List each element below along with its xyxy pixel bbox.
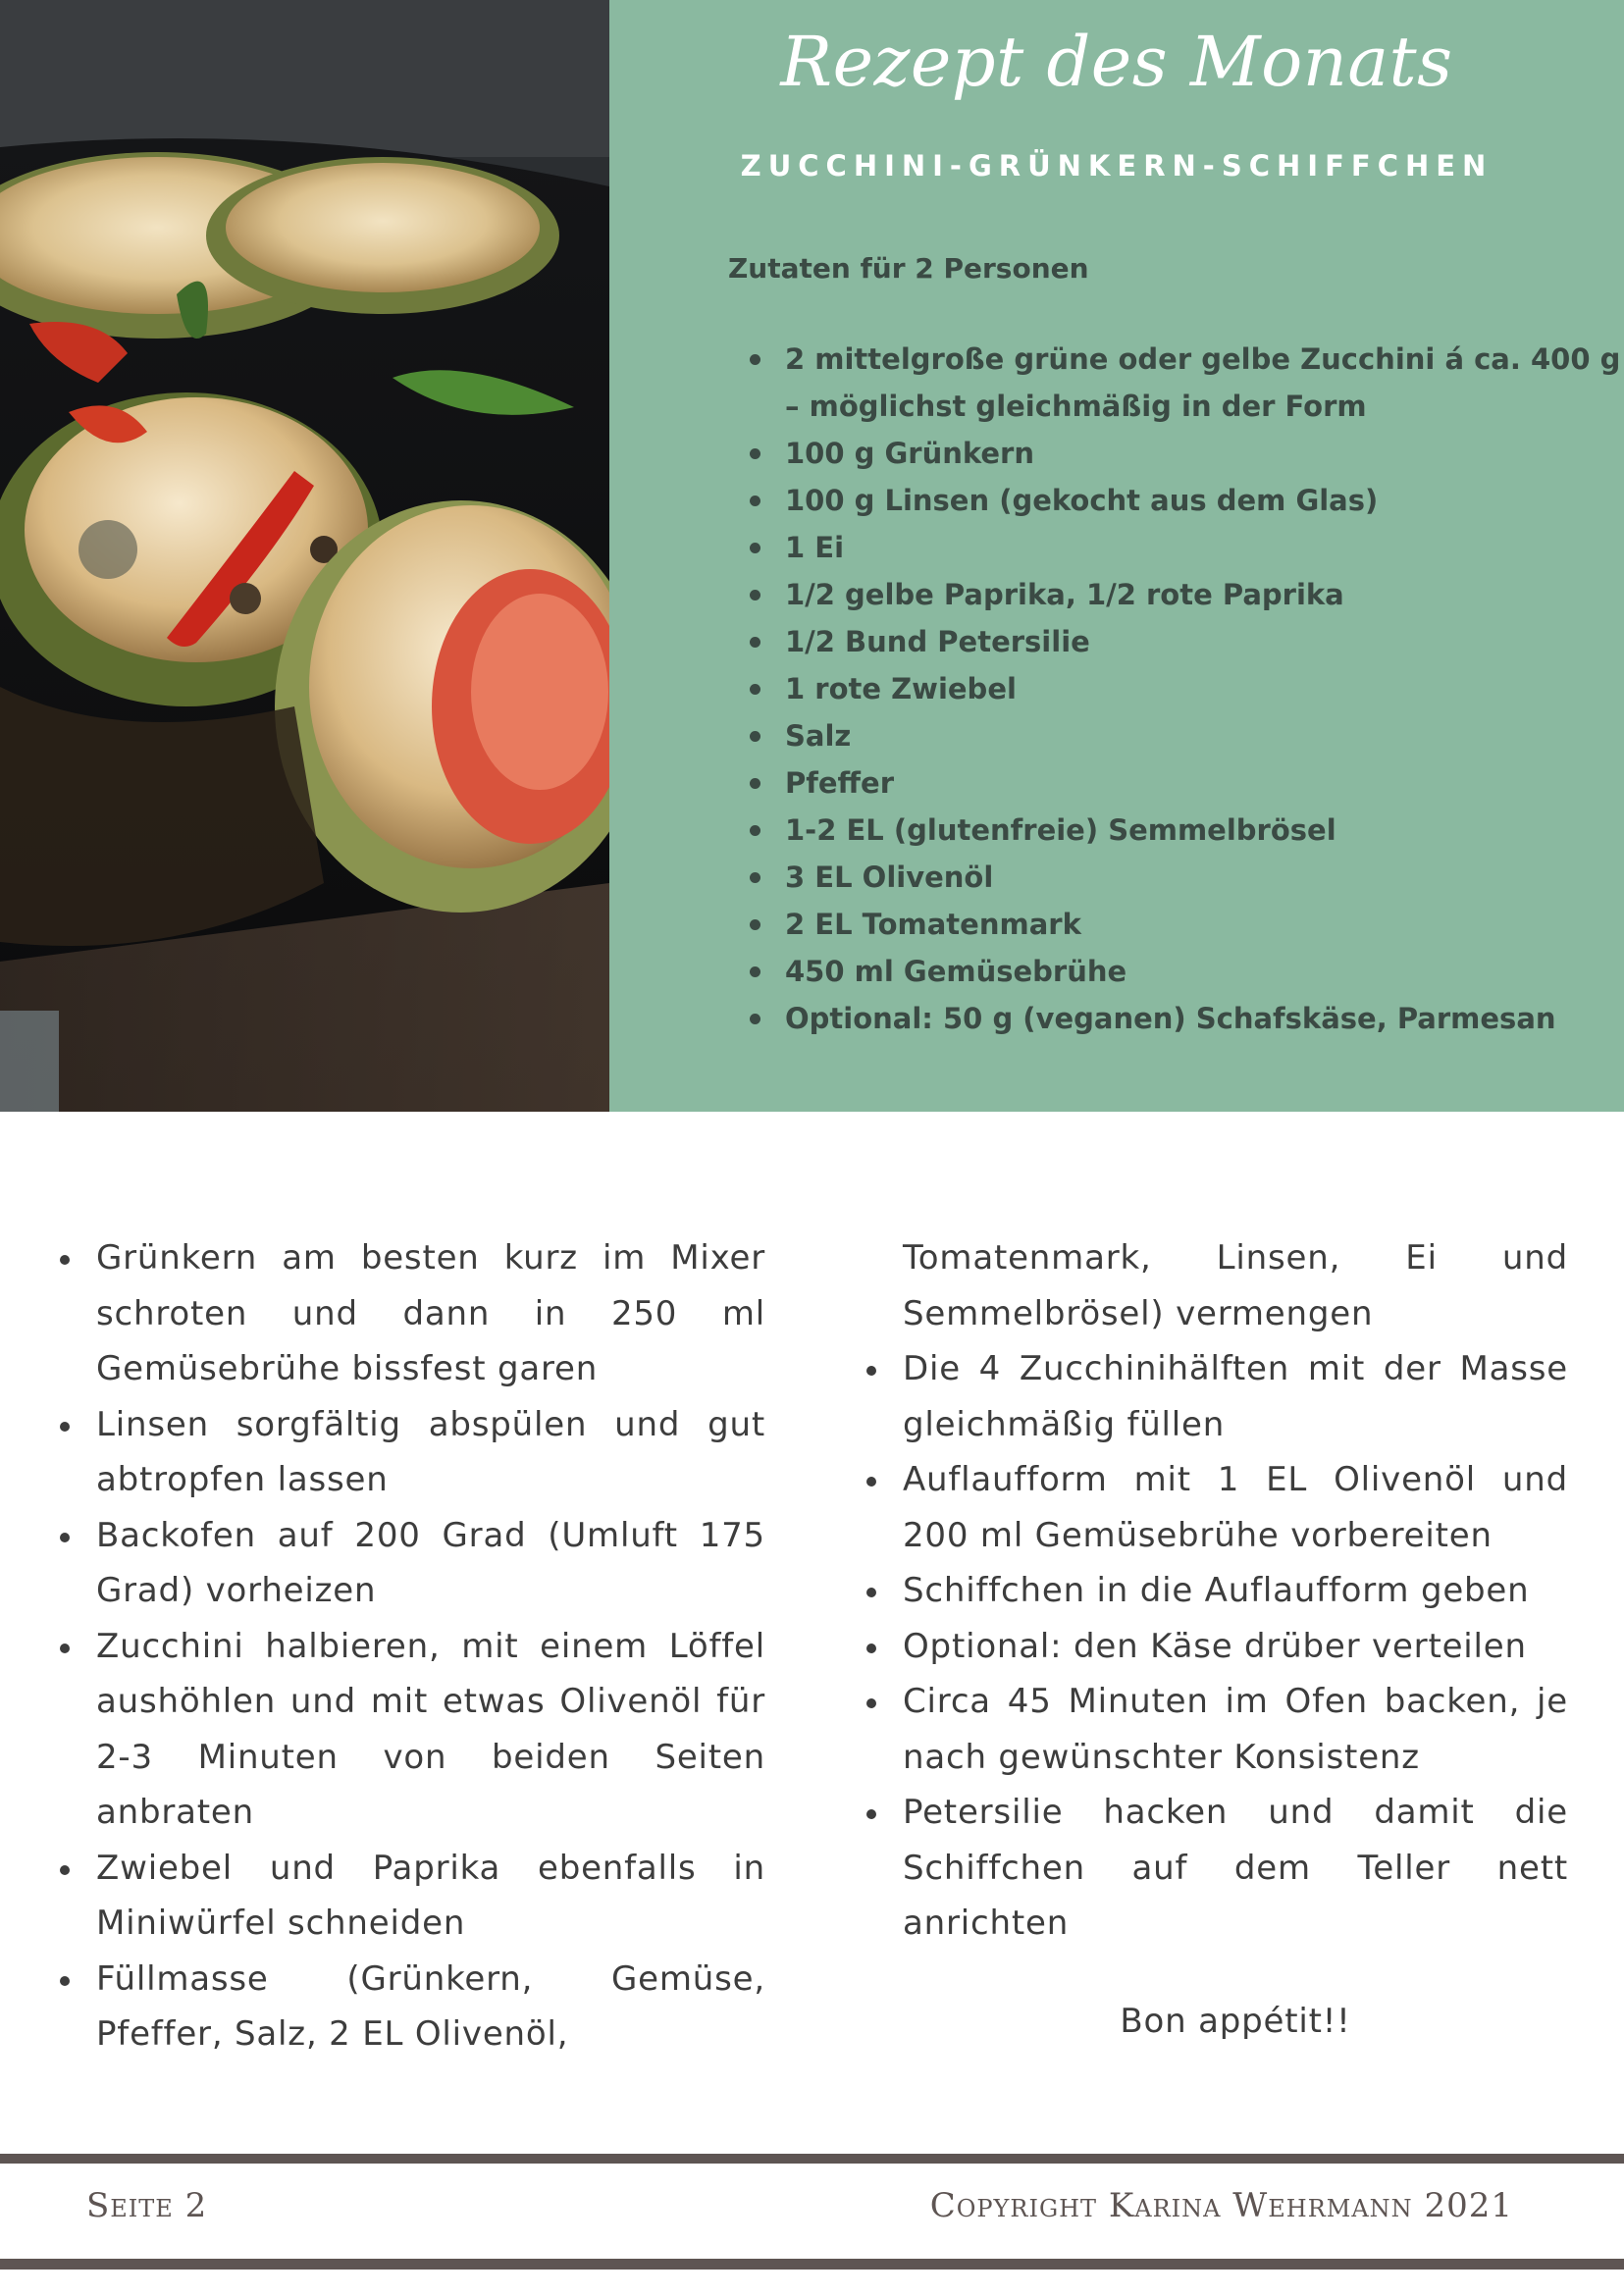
ingredient-item: 1 rote Zwiebel [785,665,1624,712]
instructions-right-column [903,1230,1568,1952]
instruction-step: Zwiebel und Paprika ebenfalls in Miniwürfel schneiden [96,1841,765,1952]
ingredient-item: 1/2 Bund Petersilie [785,618,1624,665]
ingredient-item: 3 EL Olivenöl [785,854,1624,901]
instruction-step: Die 4 Zucchinihälften mit der Masse gleichmäßig füllen [903,1341,1568,1452]
ingredients-heading: Zutaten für 2 Personen [728,252,1089,285]
ingredient-item: 1/2 gelbe Paprika, 1/2 rote Paprika [785,571,1624,618]
recipe-photo [0,0,609,1112]
copyright-notice: Copyright Karina Wehrmann 2021 [929,2186,1513,2225]
ingredients-list [728,336,1624,1042]
ingredient-item: 450 ml Gemüsebrühe [785,948,1624,995]
footer-rule-top [0,2154,1624,2164]
instruction-step: Linsen sorgfältig abspülen und gut abtropfen lassen [96,1397,765,1508]
page-number: Seite 2 [86,2186,208,2225]
ingredient-item: Salz [785,712,1624,759]
ingredient-item: 1-2 EL (glutenfreie) Semmelbrösel [785,807,1624,854]
instruction-step: Zucchini halbieren, mit einem Löffel aushöhlen und mit etwas Olivenöl für 2-3 Minuten von beiden Seiten anbraten [96,1619,765,1841]
instruction-step: Circa 45 Minuten im Ofen backen, je nach gewünschter Konsistenz [903,1674,1568,1785]
ingredient-item: Pfeffer [785,759,1624,807]
ingredient-item: Optional: 50 g (veganen) Schafskäse, Parmesan [785,995,1624,1042]
instruction-step: Grünkern am besten kurz im Mixer schroten und dann in 250 ml Gemüsebrühe bissfest garen [96,1230,765,1397]
stuffed-zucchini-photo [0,0,609,1112]
ingredients-panel [609,0,1624,1112]
ingredient-item: 100 g Linsen (gekocht aus dem Glas) [785,477,1624,524]
instruction-step: Auflaufform mit 1 EL Olivenöl und 200 ml Gemüsebrühe vorbereiten [903,1452,1568,1563]
instruction-step-continuation: Tomatenmark, Linsen, Ei und Semmelbrösel) vermengen [903,1238,1568,1333]
instruction-step: Petersilie hacken und damit die Schiffchen auf dem Teller nett anrichten [903,1785,1568,1952]
footer-rule-bottom [0,2259,1624,2270]
ingredient-item: 2 EL Tomatenmark [785,901,1624,948]
ingredient-item: 1 Ei [785,524,1624,571]
ingredient-item: 100 g Grünkern [785,430,1624,477]
closing-text: Bon appétit!! [1120,2002,1351,2041]
ingredient-item: 2 mittelgroße grüne oder gelbe Zucchini á ca. 400 g – möglichst gleichmäßig in der Form [785,336,1624,430]
instruction-step: Backofen auf 200 Grad (Umluft 175 Grad) vorheizen [96,1508,765,1619]
page-title: Rezept des Monats [780,22,1453,102]
instruction-step: Füllmasse (Grünkern, Gemüse, Pfeffer, Salz, 2 EL Olivenöl, [96,1952,765,2062]
recipe-name: ZUCCHINI-GRÜNKERN-SCHIFFCHEN [740,149,1493,183]
instruction-step: Schiffchen in die Auflaufform geben [903,1563,1568,1619]
instructions-left-column [96,1230,765,2062]
instruction-step: Optional: den Käse drüber verteilen [903,1619,1568,1675]
